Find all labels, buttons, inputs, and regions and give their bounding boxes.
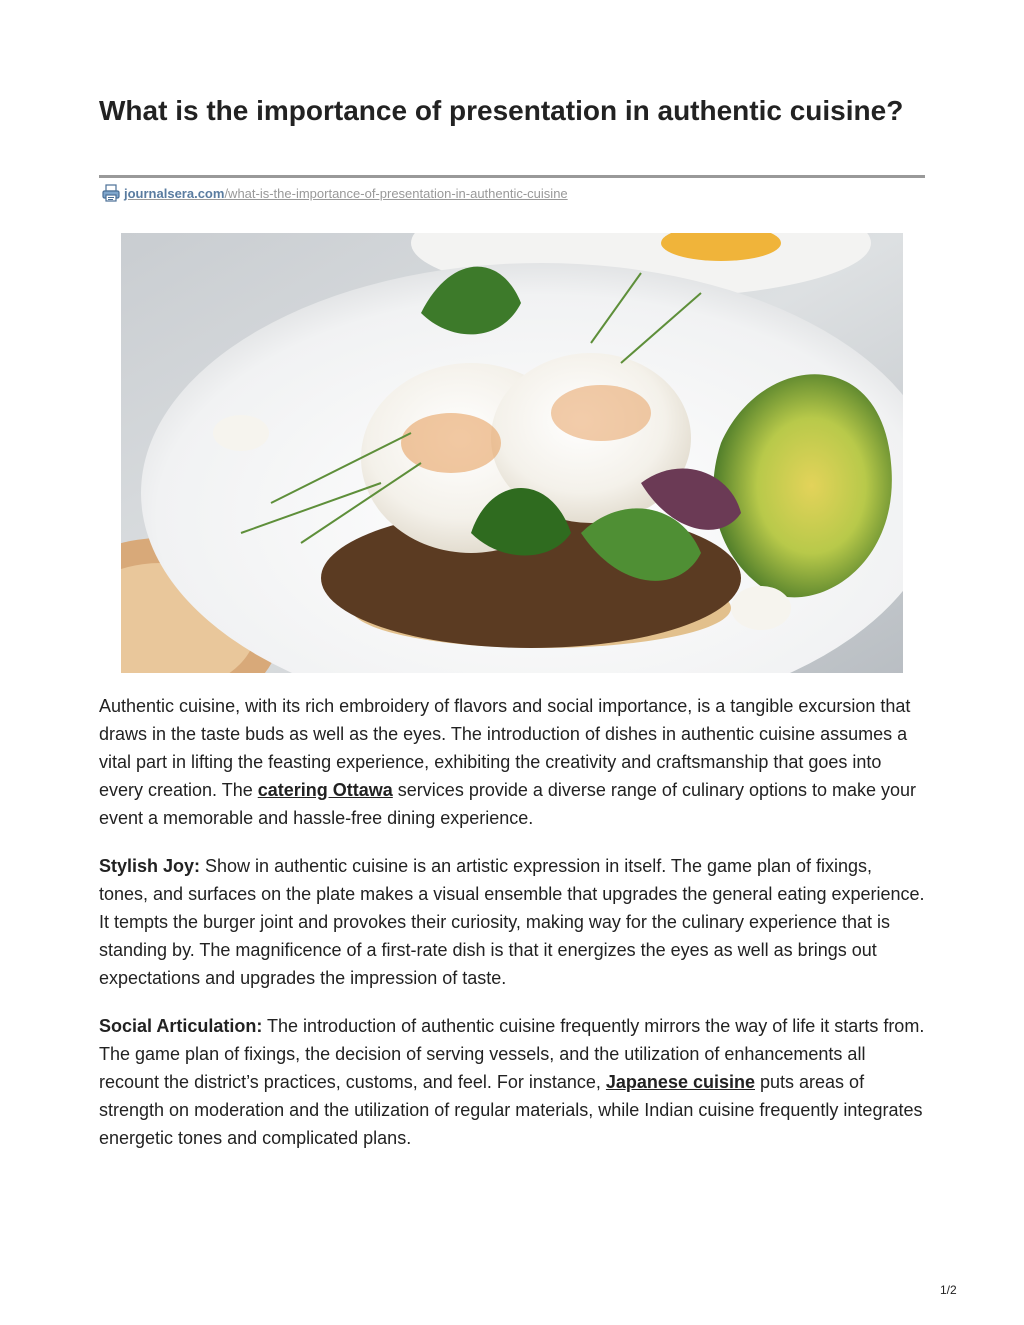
stylish-joy-text: Show in authentic cuisine is an artistic expression in itself. The game plan of fixings, tones, and surfaces on the plate makes a visual ensemble that upgrades the general eating experience. It tempts the burger joint and provokes their curiosity, making way for the culinary experience that is standing by. The magnificence of a first-rate dish is that it energizes the eyes as well as brings out expectations and upgrades the impression of taste. <box>99 856 925 988</box>
stylish-joy-heading: Stylish Joy: <box>99 856 201 876</box>
paragraph-intro <box>99 692 925 832</box>
paragraph-intro-text-end: services provide a diverse range of culinary options to make your event a memorable and hassle-free dining experience. <box>99 780 917 828</box>
paragraph-intro-text: Authentic cuisine, with its rich embroidery of flavors and social importance, is a tangible excursion that draws in the taste buds as well as the eyes. The introduction of dishes in authentic cuisine assumes a vital part in lifting the feasting experience, exhibiting the creativity and craftsmanship that goes into every creation. The <box>99 696 911 800</box>
social-articulation-text-end: puts areas of strength on moderation and the utilization of regular materials, while Indian cuisine frequently integrates energetic tones and complicated plans. <box>99 1072 923 1148</box>
source-path: /what-is-the-importance-of-presentation-in-authentic-cuisine <box>224 185 568 201</box>
source-line <box>101 183 568 203</box>
article-body <box>99 692 925 1172</box>
title-divider <box>99 175 925 178</box>
japanese-cuisine-link[interactable]: Japanese cuisine <box>605 1072 755 1092</box>
hero-food-image <box>121 233 903 673</box>
source-domain: journalsera.com <box>124 185 225 201</box>
source-link[interactable] <box>124 186 568 201</box>
printer-icon <box>101 183 121 203</box>
paragraph-social-articulation <box>99 1012 925 1152</box>
social-articulation-heading: Social Articulation: <box>99 1016 263 1036</box>
page-title: What is the importance of presentation in authentic cuisine? <box>99 95 904 126</box>
catering-ottawa-link[interactable]: catering Ottawa <box>257 780 393 800</box>
paragraph-stylish-joy <box>99 852 925 992</box>
social-articulation-text: The introduction of authentic cuisine frequently mirrors the way of life it starts from. The game plan of fixings, the decision of serving vessels, and the utilization of enhancements all recount the district’s practices, customs, and feel. For instance, <box>99 1016 925 1092</box>
page-number: 1/2 <box>940 1283 957 1297</box>
